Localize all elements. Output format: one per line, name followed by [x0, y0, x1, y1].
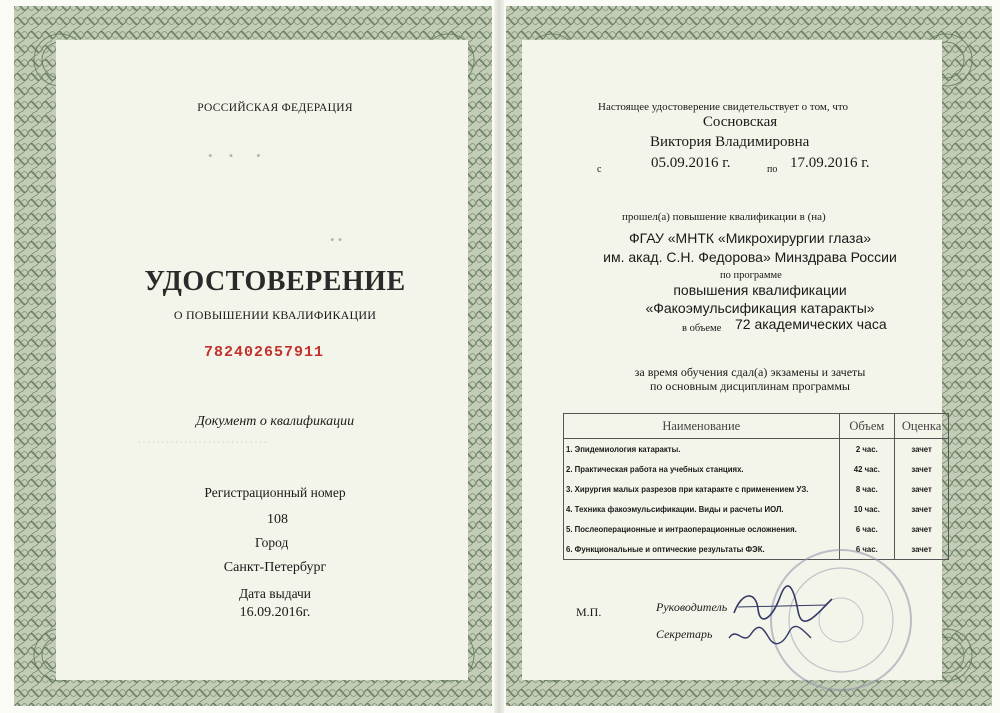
- subject-name: 4. Техника факоэмульсификации. Виды и расчеты ИОЛ.: [564, 499, 840, 519]
- subject-name: 2. Практическая работа на учебных станциях.: [564, 459, 840, 479]
- to-date: 17.09.2016 г.: [790, 155, 870, 171]
- faint-watermark: · · · · · · · · · · · · · · · · · · · · · · · · · · · ·: [138, 438, 267, 447]
- subject-hours: 8 час.: [839, 479, 895, 499]
- document-type: Документ о квалификации: [195, 414, 355, 429]
- director-signature: [728, 585, 838, 625]
- seal-placeholder: М.П.: [576, 605, 602, 619]
- exams-text-2: по основным дисциплинам программы: [649, 379, 850, 393]
- program-line-1: повышения квалификации: [673, 282, 847, 298]
- table-row: [564, 439, 949, 460]
- certificate-subtitle: О ПОВЫШЕНИИ КВАЛИФИКАЦИИ: [173, 308, 377, 322]
- subject-grade: зачет: [895, 459, 949, 479]
- column-header: Объем: [839, 414, 895, 439]
- passed-text: прошел(а) повышение квалификации в (на): [622, 211, 826, 223]
- center-fold: [494, 0, 504, 713]
- holder-surname: Сосновская: [702, 114, 778, 130]
- reg-number-label: Регистрационный номер: [204, 485, 346, 500]
- organization-line-1: ФГАУ «МНТК «Микрохирургии глаза»: [628, 230, 872, 246]
- secretary-label: Секретарь: [656, 627, 713, 641]
- subject-hours: 6 час.: [839, 539, 895, 560]
- city-value: Санкт-Петербург: [223, 560, 327, 575]
- volume-value: 72 академических часа: [735, 316, 887, 332]
- subject-name: 1. Эпидемиология катаракты.: [564, 439, 840, 460]
- subject-grade: зачет: [895, 539, 949, 560]
- faint-watermark: • •: [330, 232, 343, 247]
- from-date: 05.09.2016 г.: [651, 155, 731, 171]
- subject-grade: зачет: [895, 499, 949, 519]
- table-row: [564, 499, 949, 519]
- intro-text: Настоящее удостоверение свидетельствует о том, что: [598, 101, 849, 113]
- certificate-title: УДОСТОВЕРЕНИЕ: [144, 266, 406, 297]
- subject-hours: 42 час.: [839, 459, 895, 479]
- subject-name: 6. Функциональные и оптические результаты ФЭК.: [564, 539, 840, 560]
- subject-name: 5. Послеоперационные и интраоперационные осложнения.: [564, 519, 840, 539]
- subjects-table: [563, 413, 949, 560]
- table-row: [564, 479, 949, 499]
- issue-date: 16.09.2016г.: [239, 605, 311, 620]
- secretary-signature: [725, 620, 815, 650]
- country-label: РОССИЙСКАЯ ФЕДЕРАЦИЯ: [197, 102, 353, 114]
- holder-name: Виктория Владимировна: [650, 134, 810, 150]
- subject-grade: зачет: [895, 479, 949, 499]
- subject-hours: 2 час.: [839, 439, 895, 460]
- volume-label: в объеме: [682, 323, 722, 334]
- reg-number: 108: [267, 512, 288, 527]
- program-label: по программе: [720, 270, 782, 281]
- subject-hours: 10 час.: [839, 499, 895, 519]
- subject-hours: 6 час.: [839, 519, 895, 539]
- issue-date-label: Дата выдачи: [238, 586, 312, 601]
- program-line-2: «Факоэмульсификация катаракты»: [645, 300, 875, 316]
- from-label: с: [597, 164, 602, 175]
- organization-line-2: им. акад. С.Н. Федорова» Минздрава России: [603, 249, 897, 265]
- table-row: [564, 519, 949, 539]
- subject-grade: зачет: [895, 519, 949, 539]
- certificate-number: 782402657911: [204, 344, 325, 361]
- exams-text-1: за время обучения сдал(а) экзамены и зачеты: [634, 365, 866, 379]
- to-label: по: [767, 164, 778, 175]
- director-label: Руководитель: [656, 600, 728, 614]
- column-header: Наименование: [564, 414, 840, 439]
- faint-watermark: • • •: [208, 148, 261, 163]
- subject-grade: зачет: [895, 439, 949, 460]
- city-label: Город: [255, 535, 289, 550]
- column-header: Оценка: [895, 414, 949, 439]
- table-row: [564, 459, 949, 479]
- subject-name: 3. Хирургия малых разрезов при катаракте с применением УЗ.: [564, 479, 840, 499]
